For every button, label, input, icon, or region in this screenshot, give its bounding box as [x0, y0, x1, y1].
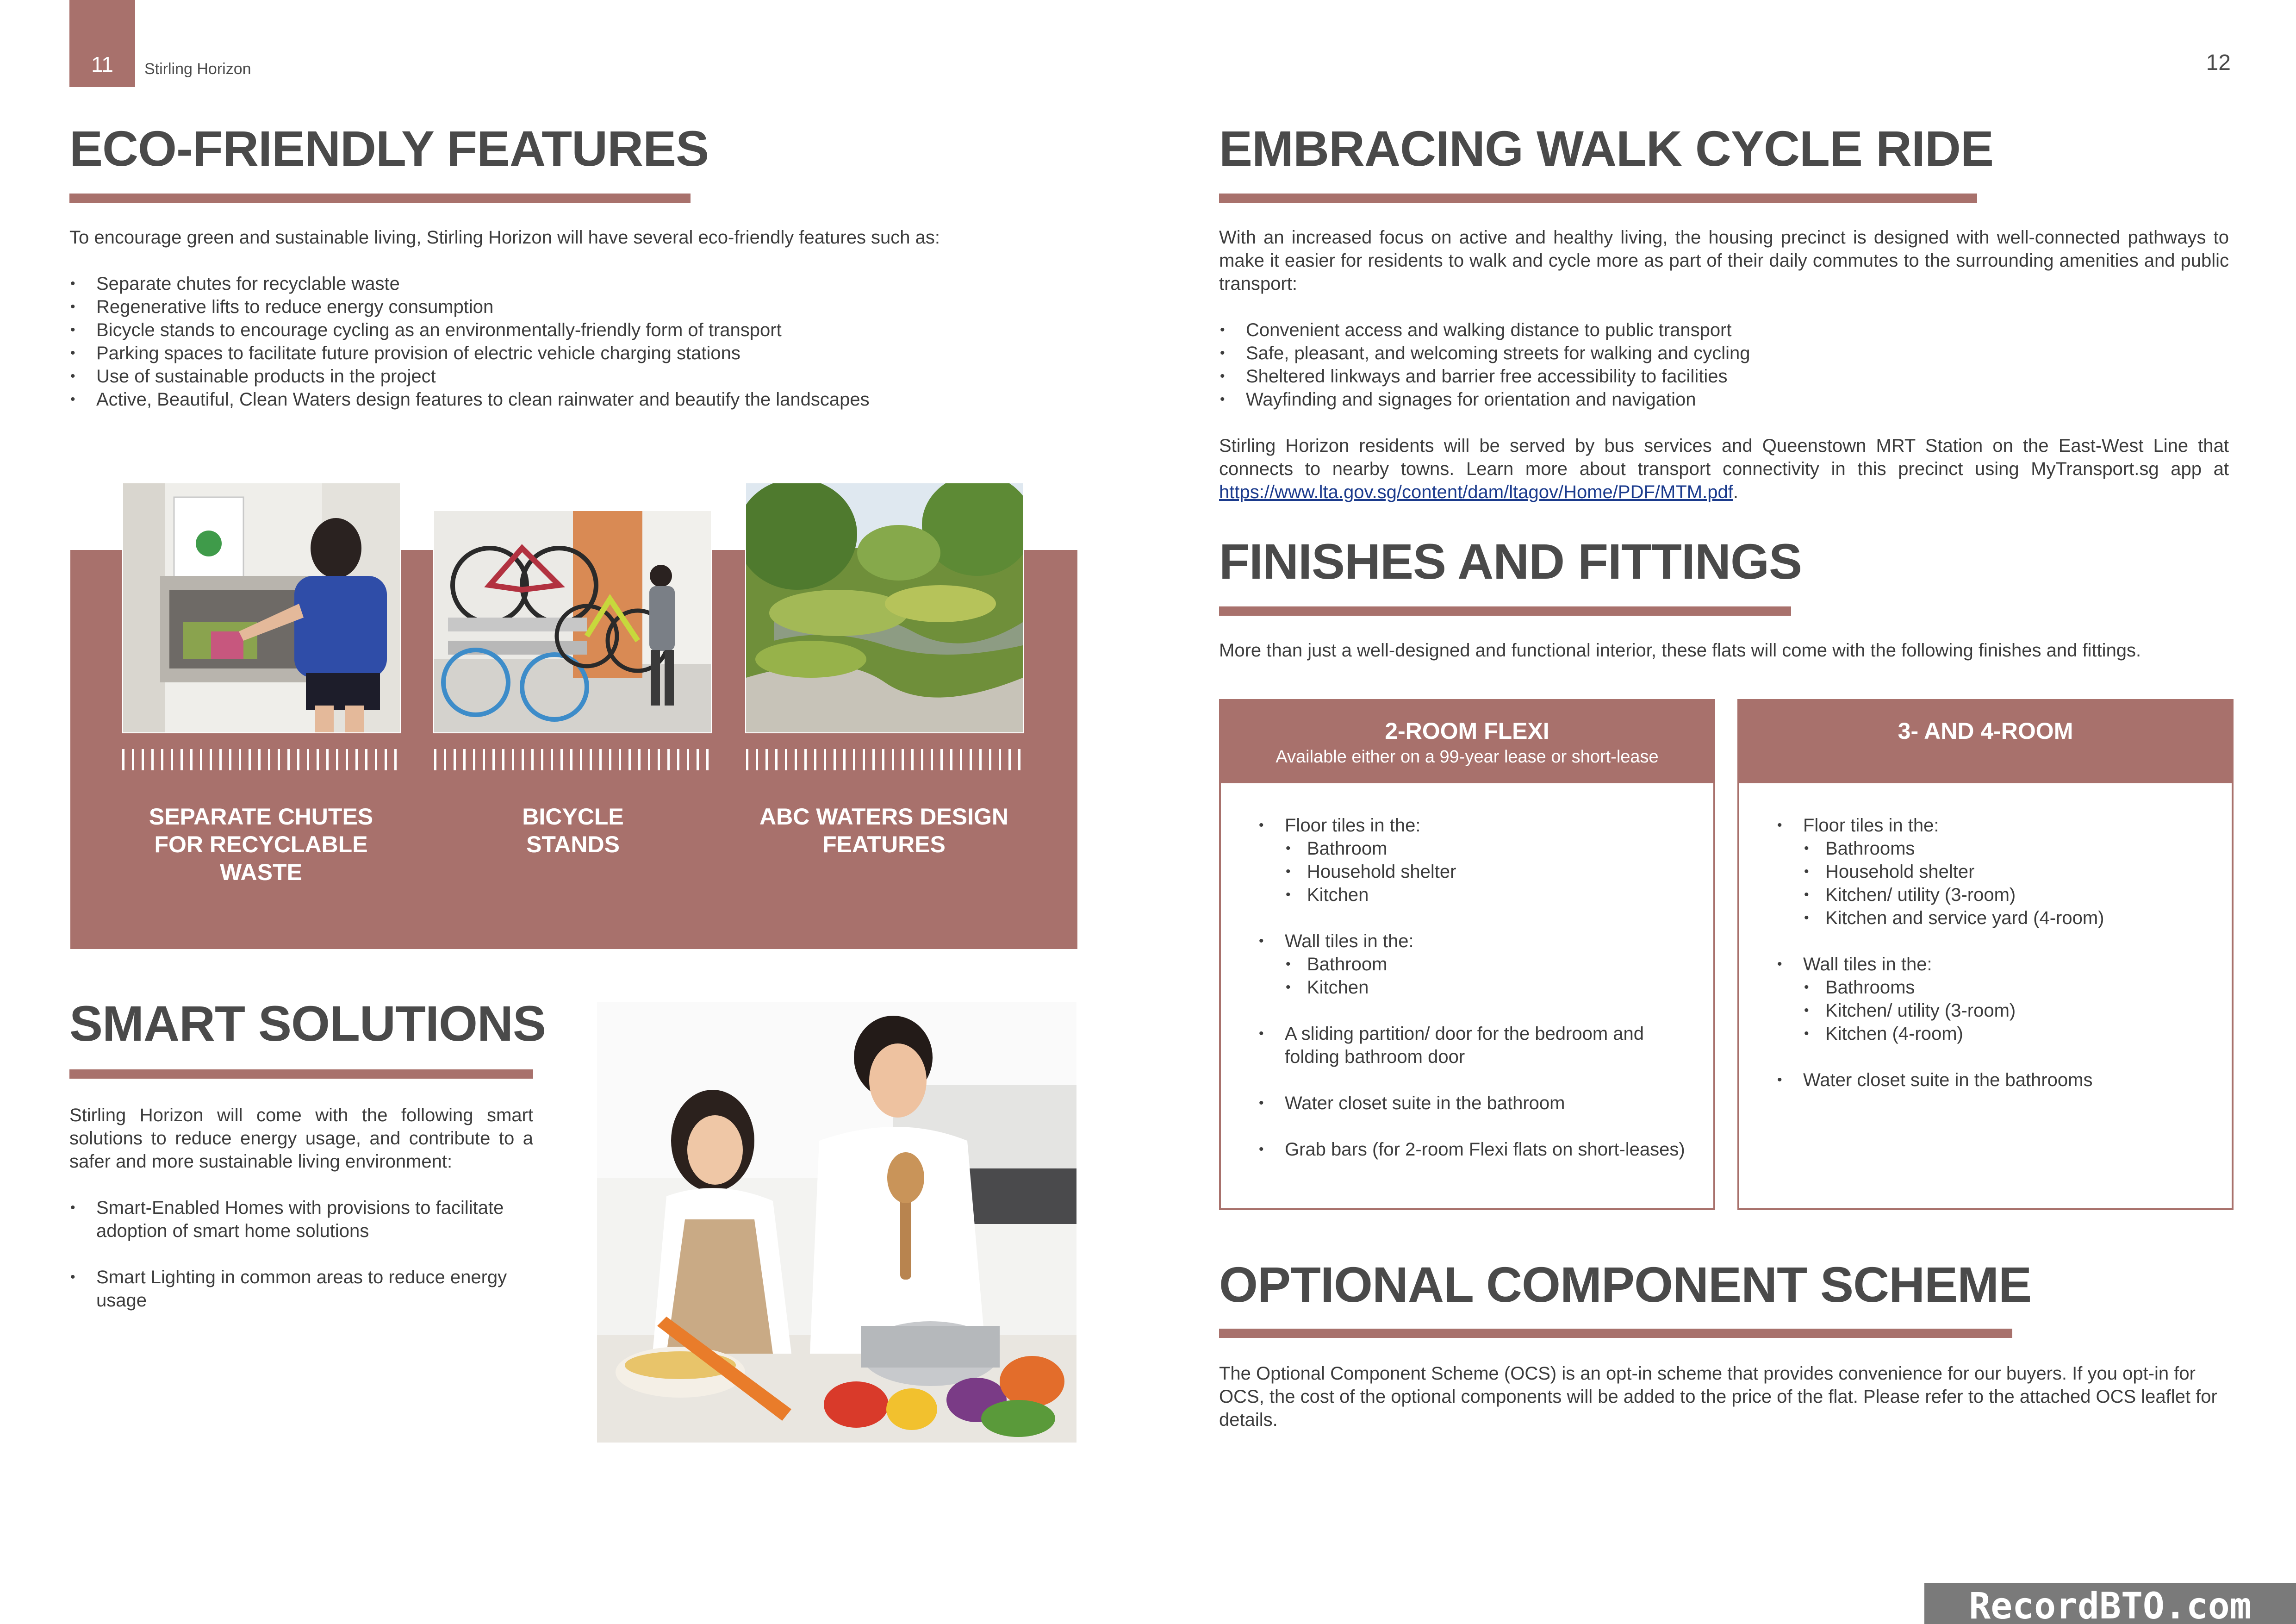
mytransport-link[interactable]: https://www.lta.gov.sg/content/dam/ltagov/Home/PDF/MTM.pdf [1219, 482, 1733, 502]
list-item: • Kitchen/ utility (3-room) [1803, 883, 2204, 906]
site-watermark: RecordBTO.com [1924, 1583, 2296, 1624]
list-item [1776, 953, 2204, 1045]
left-page-number: 11 [91, 52, 113, 76]
floor-tiles-label: Floor tiles in the: [1285, 815, 1421, 836]
right-page-number: 12 [2206, 50, 2231, 75]
smart-home-kitchen-photo [597, 1002, 1076, 1443]
list-item [1258, 930, 1686, 999]
two-room-flexi-card [1219, 699, 1715, 1210]
list-item: • Bathrooms [1803, 837, 2204, 860]
list-item: • Convenient access and walking distance to public transport [1219, 319, 2229, 342]
list-item: • Grab bars (for 2-room Flexi flats on short-leases) [1258, 1138, 1686, 1161]
list-item [1258, 814, 1686, 906]
finishes-title: FINISHES AND FITTINGS [1219, 533, 1802, 589]
card-subtitle: Available either on a 99-year lease or short-lease [1276, 747, 1659, 767]
smart-title-rule [69, 1069, 533, 1079]
list-item: • Parking spaces to facilitate future provision of electric vehicle charging stations [69, 342, 1111, 365]
caption-recycling-chutes: SEPARATE CHUTES FOR RECYCLABLE WASTE [149, 804, 373, 885]
list-item: • Kitchen [1285, 976, 1686, 999]
list-item: • Kitchen [1285, 883, 1686, 906]
list-item: • Bathrooms [1803, 976, 2204, 999]
list-item: • Regenerative lifts to reduce energy consumption [69, 295, 1111, 319]
smart-title: SMART SOLUTIONS [69, 995, 546, 1051]
finishes-intro: More than just a well-designed and functional interior, these flats will come with the following finishes and fittings. [1219, 640, 2141, 661]
ocs-title-rule [1219, 1329, 2012, 1338]
eco-title-rule [69, 194, 691, 203]
eco-intro: To encourage green and sustainable living, Stirling Horizon will have several eco-friendly features such as: [69, 227, 940, 248]
walk-intro: With an increased focus on active and healthy living, the housing precinct is designed with well-connected pathways to make it easier for residents to walk and cycle more as part of their daily commutes to the surrounding amenities and public transport: [1219, 227, 2229, 294]
finishes-title-rule [1219, 606, 1791, 616]
caption-bicycle-stands: BICYCLE STANDS [522, 804, 624, 857]
list-item: • Safe, pleasant, and welcoming streets for walking and cycling [1219, 342, 2229, 365]
walk-title-rule [1219, 194, 1977, 203]
transport-paragraph [1219, 434, 2229, 504]
list-item [1776, 814, 2204, 930]
list-item: • Separate chutes for recyclable waste [69, 272, 1111, 295]
list-item: • Household shelter [1285, 860, 1686, 883]
smart-solutions-list [69, 1196, 533, 1312]
walk-feature-list [1219, 319, 2229, 411]
card-title: 2-ROOM FLEXI [1385, 718, 1549, 744]
list-item: • Kitchen/ utility (3-room) [1803, 999, 2204, 1022]
recycling-chute-photo [122, 482, 401, 733]
wall-tiles-label: Wall tiles in the: [1285, 931, 1414, 951]
list-item: • Kitchen (4-room) [1803, 1022, 2204, 1045]
list-item: • Bathroom [1285, 953, 1686, 976]
list-item: • Use of sustainable products in the project [69, 365, 1111, 388]
list-item: • Smart Lighting in common areas to reduce energy usage [69, 1266, 533, 1312]
list-item: • Household shelter [1803, 860, 2204, 883]
wall-tiles-label: Wall tiles in the: [1803, 954, 1932, 974]
list-item: • Sheltered linkways and barrier free accessibility to facilities [1219, 365, 2229, 388]
bicycle-stands-photo [433, 482, 712, 733]
ocs-title: OPTIONAL COMPONENT SCHEME [1219, 1256, 2032, 1312]
three-four-room-card [1737, 699, 2234, 1210]
list-item: • Smart-Enabled Homes with provisions to facilitate adoption of smart home solutions [69, 1196, 533, 1243]
floor-tiles-label: Floor tiles in the: [1803, 815, 1939, 836]
card-title: 3- AND 4-ROOM [1898, 718, 2073, 744]
transport-text: Stirling Horizon residents will be served by bus services and Queenstown MRT Station on the East-West Line that connects to nearby towns. Learn more about transport connectivity in this precinct using MyTransport.sg app at [1219, 436, 2229, 479]
list-item: • Active, Beautiful, Clean Waters design features to clean rainwater and beautify the landscapes [69, 388, 1111, 411]
list-item: • Bicycle stands to encourage cycling as an environmentally-friendly form of transport [69, 319, 1111, 342]
three-four-room-fittings-list [1776, 814, 2204, 1092]
list-item: • Bathroom [1285, 837, 1686, 860]
ocs-text: The Optional Component Scheme (OCS) is an opt-in scheme that provides convenience for our buyers. If you opt-in for OCS, the cost of the optional components will be added to the price of the flat. Please refer to the attached OCS leaflet for details. [1219, 1363, 2217, 1430]
eco-title: ECO-FRIENDLY FEATURES [69, 120, 709, 176]
list-item: • Wayfinding and signages for orientation and navigation [1219, 388, 2229, 411]
list-item: • Kitchen and service yard (4-room) [1803, 906, 2204, 930]
eco-feature-list [69, 272, 1111, 411]
decorative-tick-strip [122, 749, 403, 770]
left-page-number-tab [69, 0, 135, 87]
smart-intro: Stirling Horizon will come with the following smart solutions to reduce energy usage, and contribute to a safer and more sustainable living environment: [69, 1105, 533, 1172]
list-item: • Water closet suite in the bathroom [1258, 1092, 1686, 1115]
decorative-tick-strip [434, 749, 715, 770]
walk-title: EMBRACING WALK CYCLE RIDE [1219, 120, 1993, 176]
project-name: Stirling Horizon [144, 60, 251, 78]
list-item: • A sliding partition/ door for the bedroom and folding bathroom door [1258, 1022, 1686, 1068]
card-header [1221, 701, 1713, 783]
two-room-fittings-list [1258, 814, 1686, 1161]
decorative-tick-strip [746, 749, 1027, 770]
caption-abc-waters: ABC WATERS DESIGN FEATURES [759, 804, 1008, 857]
list-item: • Water closet suite in the bathrooms [1776, 1068, 2204, 1092]
abc-waters-photo [745, 482, 1024, 733]
card-header [1739, 701, 2232, 783]
link-suffix: . [1733, 482, 1738, 502]
